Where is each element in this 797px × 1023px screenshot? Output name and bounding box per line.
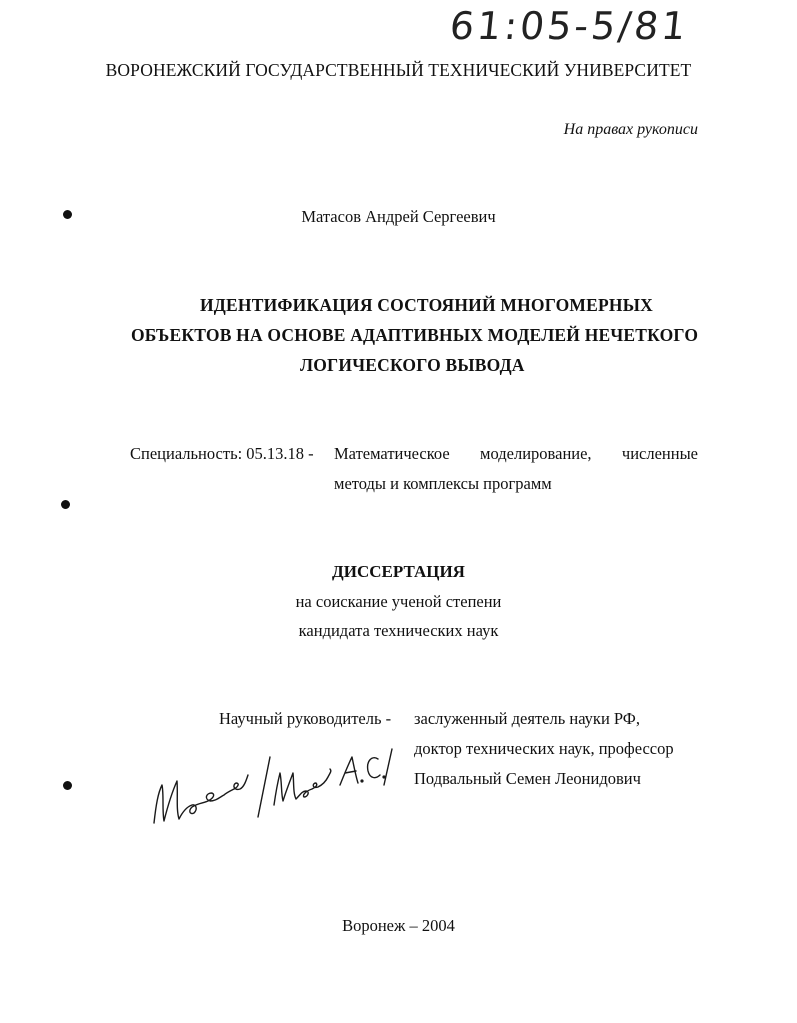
thesis-title-line: ИДЕНТИФИКАЦИЯ СОСТОЯНИЙ МНОГОМЕРНЫХ <box>200 295 653 315</box>
author-name: Матасов Андрей Сергеевич <box>301 207 496 226</box>
degree-line: на соискание ученой степени <box>295 592 502 611</box>
binding-hole-mark <box>61 500 70 509</box>
thesis-title-line: ОБЪЕКТОВ НА ОСНОВЕ АДАПТИВНЫХ МОДЕЛЕЙ НЕЧЕТКОГО <box>131 325 699 345</box>
advisor-label: Научный руководитель - <box>219 709 392 728</box>
city-year: Воронеж – 2004 <box>342 916 455 935</box>
advisor-name: Подвальный Семен Леонидович <box>414 769 641 788</box>
advisor-title: заслуженный деятель науки РФ, <box>414 709 640 728</box>
specialty-value-continued: методы и комплексы программ <box>334 474 552 493</box>
specialty-value: Математическое моделирование, численные <box>334 444 698 463</box>
advisor-degree: доктор технических наук, профессор <box>414 739 674 758</box>
university-name: ВОРОНЕЖСКИЙ ГОСУДАРСТВЕННЫЙ ТЕХНИЧЕСКИЙ УНИВЕРСИТЕТ <box>105 60 692 80</box>
binding-hole-mark <box>63 781 72 790</box>
rights-note: На правах рукописи <box>563 121 698 138</box>
archive-stamp: 61:05-5/81 <box>447 4 691 48</box>
handwritten-signature <box>146 735 396 835</box>
thesis-title-line: ЛОГИЧЕСКОГО ВЫВОДА <box>300 355 525 375</box>
dissertation-heading: ДИССЕРТАЦИЯ <box>332 562 465 581</box>
degree-line: кандидата технических наук <box>298 621 499 640</box>
specialty-label: Специальность: 05.13.18 - <box>130 444 314 463</box>
